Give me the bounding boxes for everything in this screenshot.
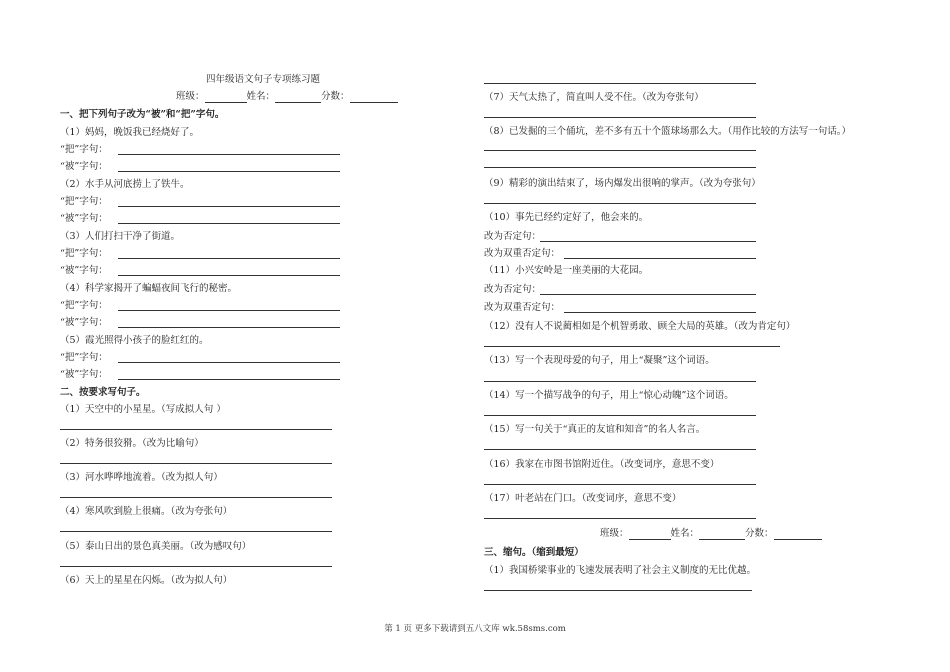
q9-blank[interactable]: [484, 203, 756, 204]
q10-dneg-blank[interactable]: [564, 258, 756, 259]
s2-item-4: （4）寒风吹到脸上很痛。（改为夸张句）: [60, 506, 233, 517]
s1-item-4-bei-label: “被”字句：: [60, 317, 108, 328]
s1-item-1: （1）妈妈，晚饭我已经烧好了。: [60, 127, 200, 138]
s1-item-4: （4）科学家揭开了蝙蝠夜间飞行的秘密。: [60, 283, 238, 294]
s1-item-4-ba-label: “把”字句：: [60, 300, 108, 311]
s1-item-1-ba-blank[interactable]: [118, 154, 340, 155]
s1-item-3-bei-label: “被”字句：: [60, 265, 108, 276]
s2-item-3-blank[interactable]: [60, 497, 332, 498]
q17-blank[interactable]: [484, 518, 756, 519]
q13-blank[interactable]: [484, 381, 756, 382]
q11-neg-blank[interactable]: [540, 294, 756, 295]
s3-item-1-blank[interactable]: [484, 590, 752, 591]
s1-item-5-ba-blank[interactable]: [118, 362, 340, 363]
s1-item-1-bei-blank[interactable]: [118, 171, 340, 172]
q11-neg-label: 改为否定句：: [484, 284, 542, 295]
s1-item-3-ba-blank[interactable]: [118, 258, 340, 259]
q12: （12）没有人不说蔺相如是个机智勇敢、顾全大局的英雄。（改为肯定句）: [484, 321, 796, 332]
s1-item-5-bei-blank[interactable]: [118, 379, 340, 380]
q14-blank[interactable]: [484, 415, 756, 416]
q16: （16）我家在市图书馆附近住。（改变词序，意思不变）: [484, 459, 720, 470]
class-label-2: 班级：: [600, 528, 629, 539]
s1-item-4-ba-blank[interactable]: [118, 310, 340, 311]
q7-blank[interactable]: [484, 117, 756, 118]
q10-neg-label: 改为否定句：: [484, 231, 542, 242]
q16-blank[interactable]: [484, 484, 756, 485]
q8-blank-2[interactable]: [484, 167, 756, 168]
section2-heading: 二、按要求写句子。: [60, 387, 146, 398]
q17: （17）叶老站在门口。（改变词序，意思不变）: [484, 493, 682, 504]
s2-item-2-blank[interactable]: [60, 463, 332, 464]
s1-item-2-ba-blank[interactable]: [118, 206, 340, 207]
s3-item-1: （1）我国桥梁事业的飞速发展表明了社会主义制度的无比优越。: [484, 565, 757, 576]
name-blank-2[interactable]: [699, 529, 745, 540]
s1-item-1-ba-label: “把”字句：: [60, 144, 108, 155]
s2-item-5-blank[interactable]: [60, 566, 332, 567]
score-label-2: 分数：: [745, 528, 774, 539]
s2-item-4-blank[interactable]: [60, 531, 332, 532]
s1-item-1-bei-label: “被”字句：: [60, 161, 108, 172]
q11-dneg-label: 改为双重否定句：: [484, 302, 561, 313]
header-info: [176, 91, 398, 103]
q15: （15）写一句关于“真正的友谊和知音”的名人名言。: [484, 424, 706, 435]
q13: （13）写一个表现母爱的句子，用上“凝聚”这个词语。: [484, 355, 715, 366]
q12-blank[interactable]: [484, 346, 780, 347]
q9: （9）精彩的演出结束了，场内爆发出很响的掌声。（改为夸张句）: [484, 178, 761, 189]
q8: （8）已发掘的三个俑坑，差不多有五十个篮球场那么大。（用作比较的方法写一句话。）: [484, 126, 852, 137]
name-label-2: 姓名：: [670, 528, 700, 539]
score-blank[interactable]: [350, 92, 398, 103]
s1-item-3: （3）人们打扫干净了街道。: [60, 231, 181, 242]
class-blank[interactable]: [205, 92, 247, 103]
s1-item-3-ba-label: “把”字句：: [60, 248, 108, 259]
s2-item-6: （6）天上的星星在闪烁。（改为拟人句）: [60, 575, 233, 586]
s2-item-5: （5）泰山日出的景色真美丽。（改为感叹句）: [60, 541, 252, 552]
s1-item-5: （5）霞光照得小孩子的脸红红的。: [60, 335, 209, 346]
s1-item-5-ba-label: “把”字句：: [60, 352, 108, 363]
q10: （10）事先已经约定好了，他会来的。: [484, 212, 649, 223]
page-footer: 第 1 页 更多下载请到五八文库 wk.58sms.com: [384, 624, 566, 634]
q7: （7）天气太热了，简直叫人受不住。（改为夸张句）: [484, 92, 704, 103]
section1-heading: 一、把下列句子改为“被”和“把”字句。: [60, 109, 225, 120]
page-title: 四年级语文句子专项练习题: [206, 74, 321, 85]
q11-dneg-blank[interactable]: [564, 312, 756, 313]
header-info-2: [600, 528, 822, 540]
s1-item-4-bei-blank[interactable]: [118, 327, 340, 328]
s2-item-1: （1）天空中的小星星。（写成拟人句 ）: [60, 404, 226, 415]
s1-item-2: （2）水手从河底捞上了铁牛。: [60, 179, 190, 190]
s1-item-5-bei-label: “被”字句：: [60, 369, 108, 380]
s1-item-2-bei-blank[interactable]: [118, 223, 340, 224]
s1-item-2-ba-label: “把”字句：: [60, 196, 108, 207]
s2-item-3: （3）河水哗哗地流着。（改为拟人句）: [60, 472, 223, 483]
section3-heading: 三、缩句。（缩到最短）: [484, 547, 584, 558]
s2-item-1-blank[interactable]: [60, 429, 332, 430]
s2-item-6-blank[interactable]: [484, 83, 756, 84]
q11: （11）小兴安岭是一座美丽的大花园。: [484, 265, 649, 276]
q10-dneg-label: 改为双重否定句：: [484, 248, 561, 259]
class-label: 班级：: [176, 91, 205, 102]
name-label: 姓名：: [246, 91, 276, 102]
q10-neg-blank[interactable]: [540, 241, 756, 242]
q8-blank-1[interactable]: [484, 150, 756, 151]
score-label: 分数：: [321, 91, 350, 102]
s1-item-2-bei-label: “被”字句：: [60, 213, 108, 224]
score-blank-2[interactable]: [774, 529, 822, 540]
q15-blank[interactable]: [484, 449, 756, 450]
q14: （14）写一个描写战争的句子，用上“惊心动魄”这个词语。: [484, 390, 734, 401]
name-blank[interactable]: [275, 92, 321, 103]
s2-item-2: （2）特务很狡猾。（改为比喻句）: [60, 438, 204, 449]
class-blank-2[interactable]: [629, 529, 671, 540]
s1-item-3-bei-blank[interactable]: [118, 275, 340, 276]
